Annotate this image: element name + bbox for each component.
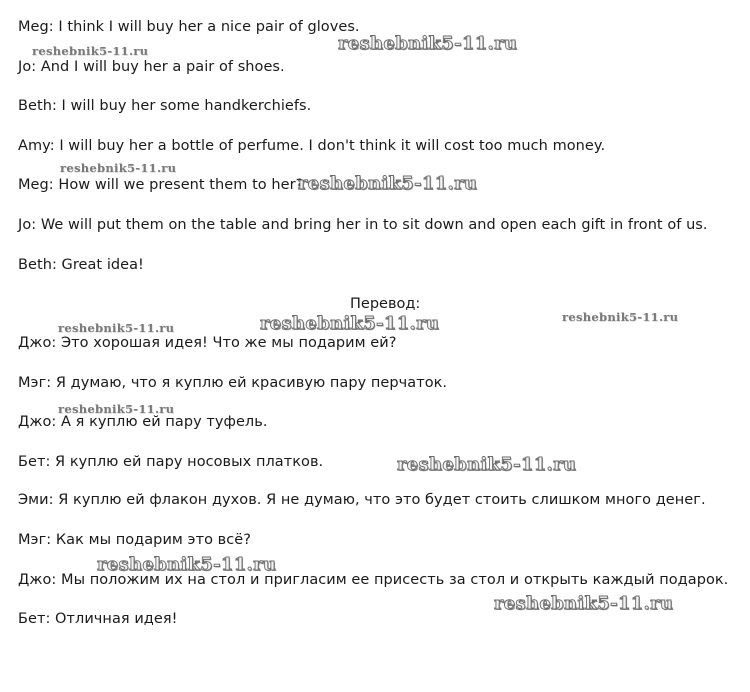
english-line-3: Beth: I will buy her some handkerchiefs. <box>18 98 312 114</box>
english-line-4: Amy: I will buy her a bottle of perfume. I don't think it will cost too much money. <box>18 138 606 154</box>
watermark: reshebnik5-11.ru <box>494 593 674 614</box>
watermark: reshebnik5-11.ru <box>260 313 440 334</box>
watermark: reshebnik5-11.ru <box>58 402 175 416</box>
russian-line-1: Джо: Это хорошая идея! Что же мы подарим ей? <box>18 335 397 351</box>
english-line-7: Beth: Great idea! <box>18 257 144 273</box>
english-line-1: Meg: I think I will buy her a nice pair of gloves. <box>18 19 360 35</box>
english-line-6: Jo: We will put them on the table and bring her in to sit down and open each gift in front of us. <box>18 217 708 233</box>
english-line-2: Jo: And I will buy her a pair of shoes. <box>18 59 285 75</box>
russian-line-5: Эми: Я куплю ей флакон духов. Я не думаю, что это будет стоить слишком много денег. <box>18 492 706 508</box>
english-line-5: Meg: How will we present them to her? <box>18 177 304 193</box>
russian-line-2: Мэг: Я думаю, что я куплю ей красивую пару перчаток. <box>18 375 448 391</box>
russian-line-3: Джо: А я куплю ей пару туфель. <box>18 414 268 430</box>
russian-line-8: Бет: Отличная идея! <box>18 611 178 627</box>
russian-line-4: Бет: Я куплю ей пару носовых платков. <box>18 454 324 470</box>
translation-heading: Перевод: <box>350 296 421 312</box>
watermark: reshebnik5-11.ru <box>338 33 518 54</box>
watermark: reshebnik5-11.ru <box>562 310 679 324</box>
watermark: reshebnik5-11.ru <box>58 321 175 335</box>
russian-line-6: Мэг: Как мы подарим это всё? <box>18 532 251 548</box>
russian-line-7: Джо: Мы положим их на стол и пригласим ее присесть за стол и открыть каждый подарок. <box>18 572 729 588</box>
watermark: reshebnik5-11.ru <box>60 161 177 175</box>
watermark: reshebnik5-11.ru <box>32 44 149 58</box>
watermark: reshebnik5-11.ru <box>97 554 277 575</box>
watermark: reshebnik5-11.ru <box>397 454 577 475</box>
watermark: reshebnik5-11.ru <box>298 173 478 194</box>
